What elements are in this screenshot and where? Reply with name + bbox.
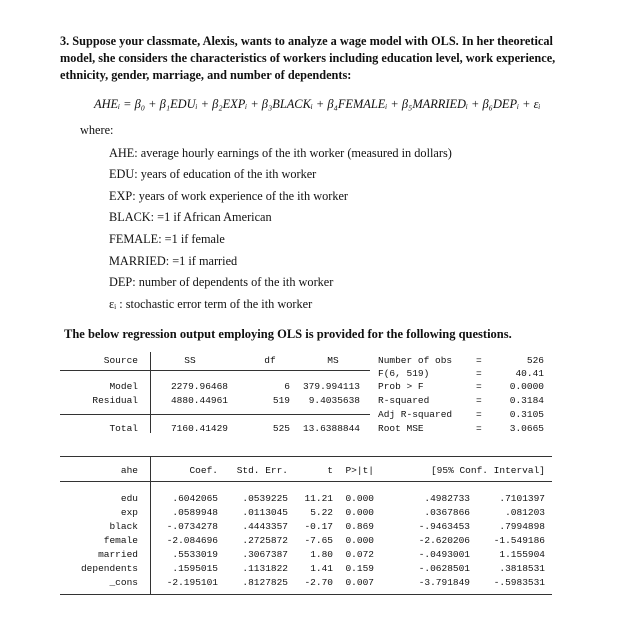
coef-row-ci-low: -.9463453: [418, 521, 470, 532]
regression-intro: The below regression output employing OLS is provided for the following questions.: [64, 327, 512, 341]
coef-row-p: 0.000: [345, 535, 374, 546]
stat-value: 40.41: [515, 368, 544, 379]
anova-row-source: Model: [109, 381, 138, 392]
coef-header-se: Std. Err.: [236, 465, 288, 476]
stat-label: Prob > F: [378, 381, 424, 392]
stat-label: Number of obs: [378, 355, 453, 366]
coef-row-p: 0.000: [345, 507, 374, 518]
coef-row-coef: -2.084696: [166, 535, 218, 546]
definition-exp: EXP: years of work experience of the ith worker: [109, 189, 349, 203]
coef-row-se: .2725872: [242, 535, 288, 546]
definition-ahe: AHE: average hourly earnings of the ith worker (measured in dollars): [109, 146, 452, 160]
coef-row-ci-high: .7994898: [499, 521, 545, 532]
anova-row-ms: 379.994113: [302, 381, 360, 392]
coef-row-se: .1131822: [242, 563, 288, 574]
coef-row-coef: .5533019: [172, 549, 218, 560]
coef-header-ci: [95% Conf. Interval]: [430, 465, 545, 476]
coef-row-var: female: [103, 535, 138, 546]
stat-label: F(6, 519): [378, 368, 430, 379]
anova-row-ms: 9.4035638: [308, 395, 360, 406]
coef-row-t: 11.21: [304, 493, 333, 504]
question-text: 3. Suppose your classmate, Alexis, wants to analyze a wage model with OLS. In her theoretical model, she considers the characteristics of workers including education level, work experience, ethnicity, gender, marriage, and number of dependents:: [60, 34, 556, 82]
anova-row-ms: 13.6388844: [302, 423, 360, 434]
coef-row-var: married: [98, 549, 138, 560]
anova-row-source: Total: [109, 423, 138, 434]
coef-row-ci-high: .081203: [505, 507, 545, 518]
anova-header-source: Source: [103, 355, 138, 366]
stat-equals: =: [476, 368, 482, 379]
stat-equals: =: [476, 395, 482, 406]
coef-row-coef: -2.195101: [166, 577, 218, 588]
stat-value: 0.0000: [509, 381, 544, 392]
coef-row-se: .0539225: [242, 493, 288, 504]
coef-row-coef: -.0734278: [166, 521, 218, 532]
definition-edu: EDU: years of education of the ith worker: [109, 167, 317, 181]
stat-value: 3.0665: [509, 423, 544, 434]
stat-equals: =: [476, 355, 482, 366]
where-label: where:: [80, 123, 114, 137]
anova-row-df: 6: [284, 381, 290, 392]
anova-row-ss: 4880.44961: [170, 395, 228, 406]
definition-error: εᵢ : stochastic error term of the ith worker: [109, 297, 313, 311]
definition-married: MARRIED: =1 if married: [109, 254, 238, 268]
coef-row-ci-low: .4982733: [424, 493, 470, 504]
coef-row-p: 0.000: [345, 493, 374, 504]
coef-header-t: t: [327, 465, 333, 476]
coef-row-t: -2.70: [304, 577, 333, 588]
coef-header-var: ahe: [120, 465, 138, 476]
anova-header-ss: SS: [184, 355, 196, 366]
stat-label: Root MSE: [378, 423, 424, 434]
coef-row-var: exp: [120, 507, 138, 518]
definition-black: BLACK: =1 if African American: [109, 210, 272, 224]
coef-row-ci-high: -1.549186: [493, 535, 545, 546]
stat-equals: =: [476, 381, 482, 392]
anova-row-df: 525: [272, 423, 290, 434]
coef-row-se: .8127825: [242, 577, 288, 588]
coef-row-ci-high: .3818531: [499, 563, 545, 574]
coef-row-var: _cons: [109, 577, 138, 588]
anova-row-ss: 7160.41429: [170, 423, 228, 434]
stat-equals: =: [476, 409, 482, 420]
definition-dep: DEP: number of dependents of the ith worker: [109, 275, 334, 289]
coef-row-t: -0.17: [304, 521, 333, 532]
coef-row-p: 0.869: [345, 521, 374, 532]
stat-label: R-squared: [378, 395, 430, 406]
coef-row-coef: .1595015: [172, 563, 218, 574]
model-equation: AHEᵢ = β₀ + β₁EDUᵢ + β₂EXPᵢ + β₃BLACKᵢ + β₄FEMALEᵢ + β₅MARRIEDᵢ + β₆DEPᵢ + εᵢ: [94, 97, 541, 111]
stat-value: 526: [526, 355, 544, 366]
coef-row-t: 1.41: [310, 563, 333, 574]
coef-row-var: dependents: [80, 563, 138, 574]
anova-row-ss: 2279.96468: [170, 381, 228, 392]
coef-row-se: .3067387: [242, 549, 288, 560]
anova-header-ms: MS: [327, 355, 339, 366]
stat-value: 0.3184: [509, 395, 544, 406]
coef-row-p: 0.159: [345, 563, 374, 574]
coef-row-coef: .6042065: [172, 493, 218, 504]
coef-row-se: .0113045: [242, 507, 288, 518]
coef-row-ci-low: -.0628501: [418, 563, 470, 574]
coef-row-t: 1.80: [310, 549, 333, 560]
coef-row-ci-high: 1.155904: [499, 549, 545, 560]
coef-header-p: P>|t|: [345, 465, 374, 476]
coef-row-se: .4443357: [242, 521, 288, 532]
anova-header-df: df: [264, 355, 276, 366]
stat-value: 0.3105: [509, 409, 544, 420]
stat-equals: =: [476, 423, 482, 434]
coef-row-p: 0.007: [345, 577, 374, 588]
coef-row-var: black: [109, 521, 138, 532]
coef-row-ci-low: -.0493001: [418, 549, 470, 560]
stat-label: Adj R-squared: [378, 409, 453, 420]
coef-row-ci-low: .0367866: [424, 507, 470, 518]
coef-row-t: -7.65: [304, 535, 333, 546]
coef-row-coef: .0589948: [172, 507, 218, 518]
anova-row-source: Residual: [92, 395, 138, 406]
definition-female: FEMALE: =1 if female: [109, 232, 225, 246]
coef-row-ci-low: -2.620206: [418, 535, 470, 546]
coef-row-ci-high: .7101397: [499, 493, 545, 504]
coef-row-ci-low: -3.791849: [418, 577, 470, 588]
anova-row-df: 519: [272, 395, 290, 406]
coef-header-coef: Coef.: [189, 465, 218, 476]
coef-row-ci-high: -.5983531: [493, 577, 545, 588]
coef-row-t: 5.22: [310, 507, 333, 518]
coef-row-p: 0.072: [345, 549, 374, 560]
coef-row-var: edu: [120, 493, 138, 504]
